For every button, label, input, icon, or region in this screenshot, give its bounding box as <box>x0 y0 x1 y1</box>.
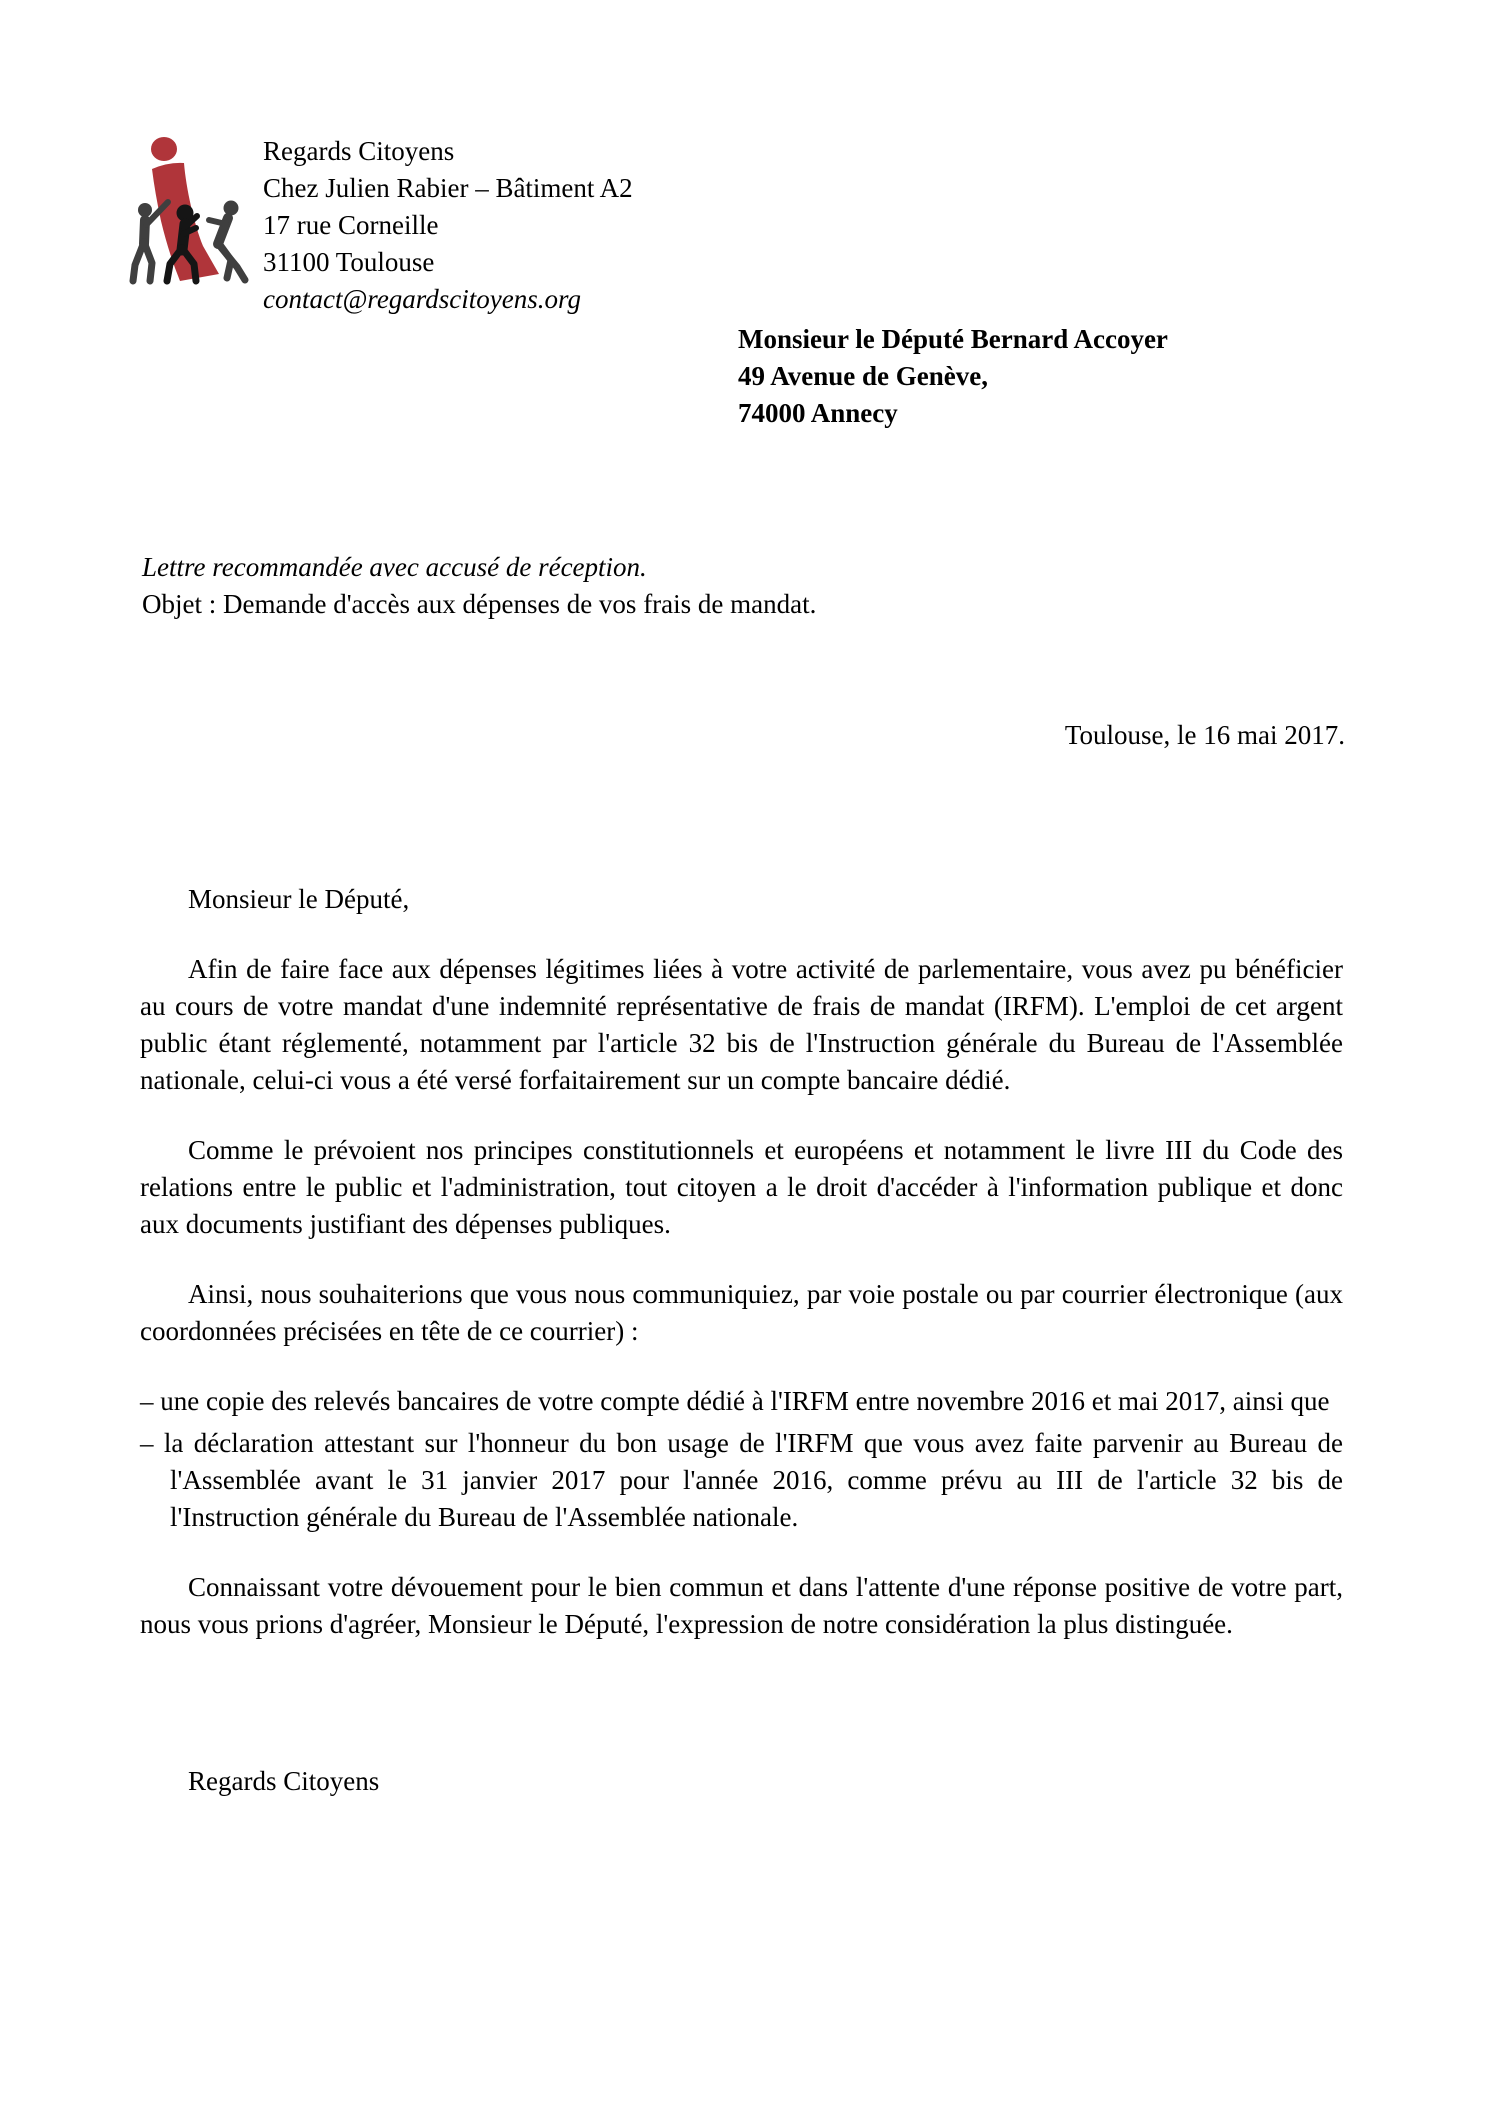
sender-email: contact@regardscitoyens.org <box>263 284 582 314</box>
sender-address-block <box>263 133 633 318</box>
recipient-address-block <box>738 321 1168 432</box>
sender-address-line: Chez Julien Rabier – Bâtiment A2 <box>263 173 633 203</box>
sender-org: Regards Citoyens <box>263 136 455 166</box>
regards-citoyens-logo-icon <box>116 136 250 292</box>
body-paragraph-2: Comme le prévoient nos principes constitutionnels et européens et notamment le livre III du Code des relations entre le public et l'administration, tout citoyen a le droit d'accéder à l'information publique et donc aux documents justifiant des dépenses publiques. <box>140 1135 1343 1239</box>
body-paragraph-1: Afin de faire face aux dépenses légitimes liées à votre activité de parlementaire, vous avez pu bénéficier au cours de votre mandat d'une indemnité représentative de frais de mandat (IRFM). L'emploi de cet argent public étant réglementé, notamment par l'article 32 bis de l'Instruction générale du Bureau de l'Assemblée nationale, celui-ci vous a été versé forfaitairement sur un compte bancaire dédié. <box>140 954 1343 1095</box>
subject-block <box>142 549 816 623</box>
request-list <box>140 1383 1343 1536</box>
closing-paragraph: Connaissant votre dévouement pour le bien commun et dans l'attente d'une réponse positive de votre part, nous vous prions d'agréer, Monsieur le Député, l'expression de notre considération la plus distinguée. <box>140 1572 1343 1639</box>
list-item-text: la déclaration attestant sur l'honneur du bon usage de l'IRFM que vous avez faite parvenir au Bureau de l'Assemblée avant le 31 janvier 2017 pour l'année 2016, comme prévu au III de l'article 32 bis de l'Instruction générale du Bureau de l'Assemblée nationale. <box>163 1428 1343 1532</box>
salutation: Monsieur le Député, <box>188 884 410 914</box>
recipient-address-line: 74000 Annecy <box>738 398 898 428</box>
dateline: Toulouse, le 16 mai 2017. <box>1064 720 1345 750</box>
signature: Regards Citoyens <box>188 1766 380 1796</box>
dash-bullet: – <box>140 1386 154 1416</box>
sender-address-line: 31100 Toulouse <box>263 247 435 277</box>
registered-mail-line: Lettre recommandée avec accusé de réception. <box>142 552 647 582</box>
recipient-name: Monsieur le Député Bernard Accoyer <box>738 324 1168 354</box>
list-item-1 <box>140 1383 1343 1420</box>
list-item-text: une copie des relevés bancaires de votre compte dédié à l'IRFM entre novembre 2016 et mai 2017, ainsi que <box>160 1386 1330 1416</box>
dash-bullet: – <box>140 1428 154 1458</box>
recipient-address-line: 49 Avenue de Genève, <box>738 361 988 391</box>
subject-line: Objet : Demande d'accès aux dépenses de vos frais de mandat. <box>142 589 817 619</box>
letter-body <box>140 881 1343 1833</box>
sender-address-line: 17 rue Corneille <box>263 210 439 240</box>
body-paragraph-3: Ainsi, nous souhaiterions que vous nous communiquiez, par voie postale ou par courrier électronique (aux coordonnées précisées en tête de ce courrier) : <box>140 1279 1343 1346</box>
list-item-2 <box>140 1425 1343 1536</box>
